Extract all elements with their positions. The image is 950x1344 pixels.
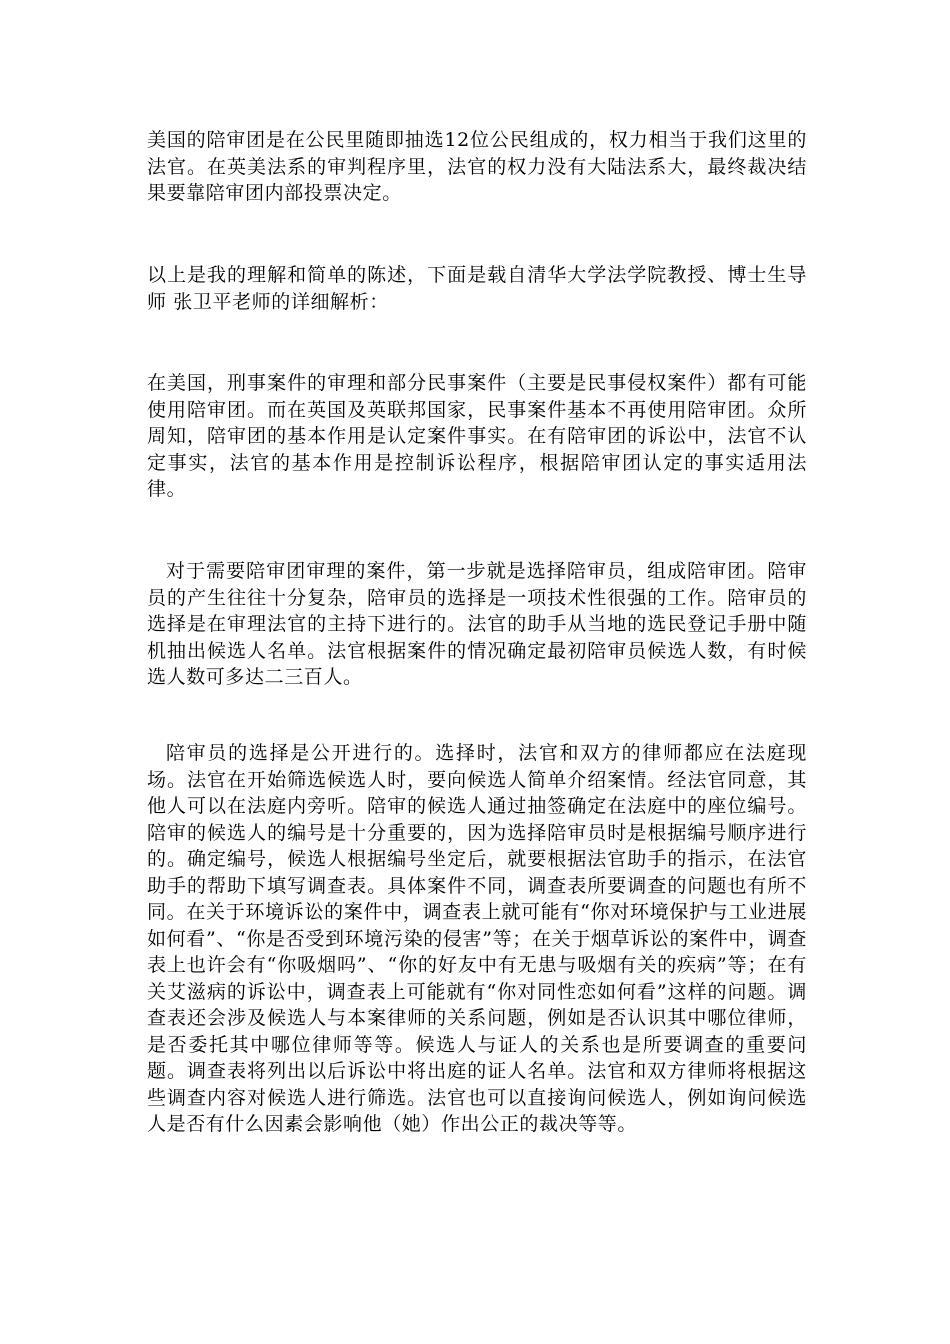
- paragraph-selection-process: 陪审员的选择是公开进行的。选择时，法官和双方的律师都应在法庭现场。法官在开始筛选候选人时，要向候选人简单介绍案情。经法官同意，其他人可以在法庭内旁听。陪审的候选人通过抽签确定在法庭中的座位编号。陪审的候选人的编号是十分重要的，因为选择陪审员时是根据编号顺序进行的。确定编号，候选人根据编号坐定后，就要根据法官助手的指示，在法官助手的帮助下填写调查表。具体案件不同，调查表所要调查的问题也有所不同。在关于环境诉讼的案件中，调查表上就可能有“你对环境保护与工业进展如何看”、“你是否受到环境污染的侵害”等；在关于烟草诉讼的案件中，调查表上也许会有“你吸烟吗”、“你的好友中有无患与吸烟有关的疾病”等；在有关艾滋病的诉讼中，调查表上可能就有“你对同性恋如何看”这样的问题。调查表还会涉及候选人与本案律师的关系问题，例如是否认识其中哪位律师，是否委托其中哪位律师等等。候选人与证人的关系也是所要调查的重要问题。调查表将列出以后诉讼中将出庭的证人名单。法官和双方律师将根据这些调查内容对候选人进行筛选。法官也可以直接询问候选人，例如询问候选人是否有什么因素会影响他（她）作出公正的裁决等等。: [147, 742, 807, 1135]
- paragraph-jury-selection: 对于需要陪审团审理的案件，第一步就是选择陪审员，组成陪审团。陪审员的产生往往十分复杂，陪审员的选择是一项技术性很强的工作。陪审员的选择是在审理法官的主持下进行的。法官的助手从当地的选民登记手册中随机抽出候选人名单。法官根据案件的情况确定最初陪审员候选人数，有时候选人数可多达二三百人。: [147, 560, 807, 688]
- paragraph-jury-usage: 在美国，刑事案件的审理和部分民事案件（主要是民事侵权案件）都有可能使用陪审团。而在英国及英联邦国家，民事案件基本不再使用陪审团。众所周知，陪审团的基本作用是认定案件事实。在有陪审团的诉讼中，法官不认定事实，法官的基本作用是控制诉讼程序，根据陪审团认定的事实适用法律。: [147, 372, 807, 500]
- paragraph-jury-intro: 美国的陪审团是在公民里随即抽选12位公民组成的，权力相当于我们这里的法官。在英美法系的审判程序里，法官的权力没有大陆法系大，最终裁决结果要靠陪审团内部投票决定。: [147, 129, 807, 204]
- paragraph-source-note: 以上是我的理解和简单的陈述，下面是载自清华大学法学院教授、博士生导师 张卫平老师的详细解析：: [147, 264, 807, 313]
